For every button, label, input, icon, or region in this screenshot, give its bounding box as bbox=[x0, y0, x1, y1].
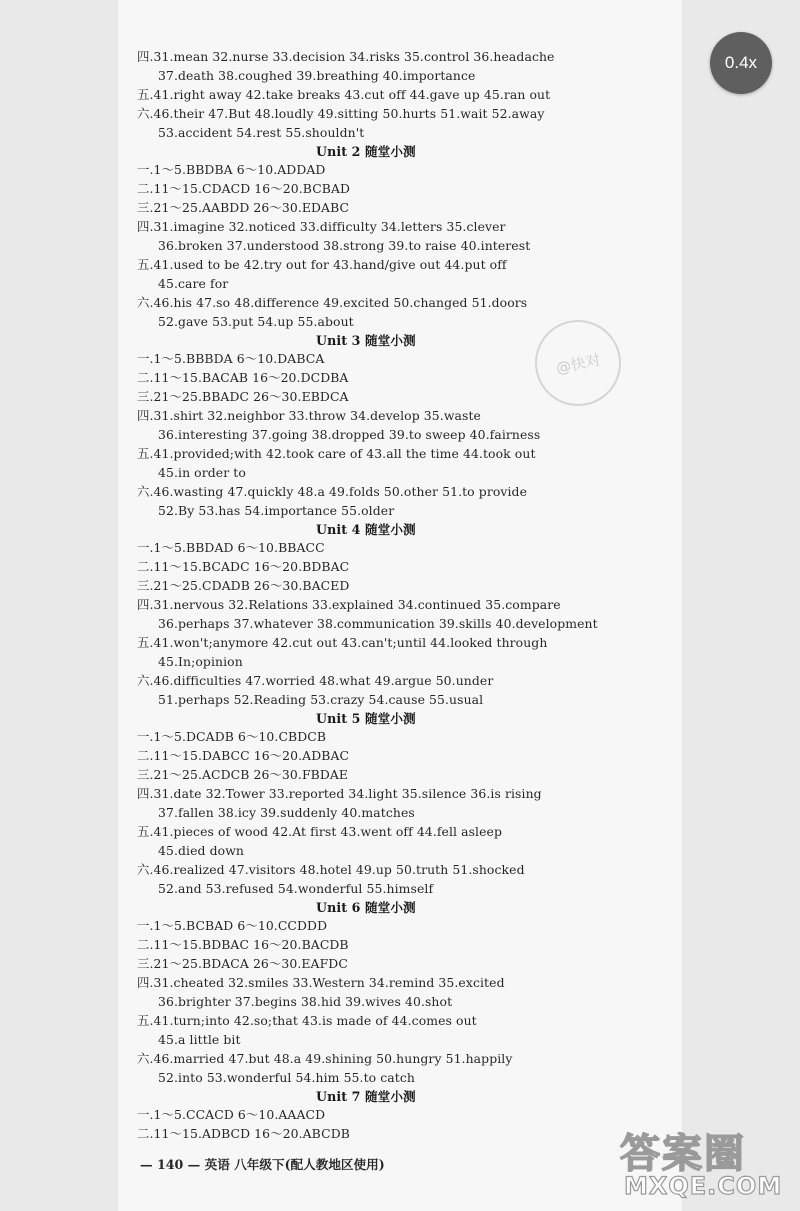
answer-line: 52.and 53.refused 54.wonderful 55.himself bbox=[158, 880, 434, 896]
answer-line: 一.1～5.BCBAD 6～10.CCDDD bbox=[137, 918, 328, 934]
answer-line: 45.a little bit bbox=[158, 1031, 241, 1047]
answer-line: 二.11～15.BACAB 16～20.DCDBA bbox=[137, 370, 349, 386]
answer-line: 四.31.nervous 32.Relations 33.explained 34.continued 35.compare bbox=[137, 597, 561, 613]
answer-line: 51.perhaps 52.Reading 53.crazy 54.cause 55.usual bbox=[158, 691, 484, 707]
unit-heading: Unit 6 随堂小测 bbox=[316, 899, 416, 915]
answer-line: 45.in order to bbox=[158, 464, 246, 480]
answer-line: 45.In;opinion bbox=[158, 653, 243, 669]
answer-line: 37.death 38.coughed 39.breathing 40.importance bbox=[158, 67, 476, 83]
answer-line: 52.gave 53.put 54.up 55.about bbox=[158, 313, 354, 329]
watermark-stamp-text: @快对 bbox=[554, 350, 602, 377]
answer-line: 37.fallen 38.icy 39.suddenly 40.matches bbox=[158, 805, 415, 820]
unit-heading: Unit 4 随堂小测 bbox=[316, 521, 416, 537]
answer-line: 一.1～5.DCADB 6～10.CBDCB bbox=[137, 729, 327, 745]
answer-line: 四.31.shirt 32.neighbor 33.throw 34.develop 35.waste bbox=[137, 408, 481, 424]
answer-line: 六.46.their 47.But 48.loudly 49.sitting 50.hurts 51.wait 52.away bbox=[137, 105, 545, 121]
answer-line: 六.46.his 47.so 48.difference 49.excited 50.changed 51.doors bbox=[137, 294, 528, 310]
watermark-logo-text: 答案圈 bbox=[620, 1131, 746, 1177]
answer-line: 二.11～15.BCADC 16～20.BDBAC bbox=[137, 559, 350, 575]
answer-line: 45.died down bbox=[158, 842, 244, 858]
answer-line: 三.21～25.CDADB 26～30.BACED bbox=[137, 578, 350, 594]
answer-line: 三.21～25.BDACA 26～30.EAFDC bbox=[137, 956, 348, 972]
answer-line: 五.41.pieces of wood 42.At first 43.went off 44.fell asleep bbox=[137, 823, 503, 839]
answer-line: 四.31.date 32.Tower 33.reported 34.light 35.silence 36.is rising bbox=[137, 786, 542, 802]
answer-line: 52.into 53.wonderful 54.him 55.to catch bbox=[158, 1069, 415, 1085]
answer-line: 五.41.right away 42.take breaks 43.cut off 44.gave up 45.ran out bbox=[137, 86, 551, 102]
answer-line: 一.1～5.BBBDA 6～10.DABCA bbox=[137, 351, 325, 367]
answer-line: 二.11～15.ADBCD 16～20.ABCDB bbox=[137, 1126, 350, 1142]
answer-line: 一.1～5.BBDBA 6～10.ADDAD bbox=[137, 162, 326, 178]
answer-line: 六.46.difficulties 47.worried 48.what 49.argue 50.under bbox=[137, 672, 494, 688]
answer-line: 四.31.mean 32.nurse 33.decision 34.risks 35.control 36.headache bbox=[137, 49, 555, 64]
answer-line: 六.46.married 47.but 48.a 49.shining 50.hungry 51.happily bbox=[137, 1050, 513, 1066]
page-footer: — 140 — 英语 八年级下(配人教地区使用) bbox=[140, 1157, 385, 1172]
answer-line: 36.interesting 37.going 38.dropped 39.to sweep 40.fairness bbox=[158, 427, 541, 442]
answer-line: 二.11～15.BDBAC 16～20.BACDB bbox=[137, 937, 349, 953]
answer-line: 五.41.won't;anymore 42.cut out 43.can't;until 44.looked through bbox=[137, 634, 548, 650]
answer-line: 五.41.used to be 42.try out for 43.hand/give out 44.put off bbox=[137, 256, 507, 272]
answer-line: 二.11～15.DABCC 16～20.ADBAC bbox=[137, 748, 350, 764]
answer-line: 五.41.provided;with 42.took care of 43.all the time 44.took out bbox=[137, 445, 536, 461]
answer-line: 三.21～25.ACDCB 26～30.FBDAE bbox=[137, 767, 349, 783]
answer-line: 四.31.cheated 32.smiles 33.Western 34.remind 35.excited bbox=[137, 975, 505, 991]
answer-line: 53.accident 54.rest 55.shouldn't bbox=[158, 124, 365, 140]
unit-heading: Unit 7 随堂小测 bbox=[316, 1088, 416, 1104]
answer-line: 五.41.turn;into 42.so;that 43.is made of 44.comes out bbox=[137, 1012, 477, 1028]
unit-heading: Unit 2 随堂小测 bbox=[316, 143, 416, 159]
answer-line: 三.21～25.AABDD 26～30.EDABC bbox=[137, 200, 350, 216]
answer-line: 52.By 53.has 54.importance 55.older bbox=[158, 502, 395, 518]
unit-heading: Unit 3 随堂小测 bbox=[316, 332, 416, 348]
zoom-level-badge[interactable]: 0.4x bbox=[710, 32, 772, 94]
unit-heading: Unit 5 随堂小测 bbox=[316, 710, 416, 726]
answer-line: 一.1～5.BBDAD 6～10.BBACC bbox=[137, 540, 325, 556]
answer-line: 45.care for bbox=[158, 275, 229, 291]
answer-line: 六.46.wasting 47.quickly 48.a 49.folds 50.other 51.to provide bbox=[137, 483, 528, 499]
watermark-site-text: MXQE.COM bbox=[624, 1172, 783, 1200]
answer-line: 四.31.imagine 32.noticed 33.difficulty 34.letters 35.clever bbox=[137, 219, 506, 235]
answer-line: 36.brighter 37.begins 38.hid 39.wives 40.shot bbox=[158, 994, 453, 1009]
answer-line: 六.46.realized 47.visitors 48.hotel 49.up 50.truth 51.shocked bbox=[137, 861, 525, 877]
answer-line: 36.perhaps 37.whatever 38.communication 39.skills 40.development bbox=[158, 616, 598, 631]
answer-line: 二.11～15.CDACD 16～20.BCBAD bbox=[137, 181, 351, 197]
answer-line: 三.21～25.BBADC 26～30.EBDCA bbox=[137, 389, 349, 405]
answer-line: 一.1～5.CCACD 6～10.AAACD bbox=[137, 1107, 326, 1123]
answer-line: 36.broken 37.understood 38.strong 39.to raise 40.interest bbox=[158, 238, 531, 253]
